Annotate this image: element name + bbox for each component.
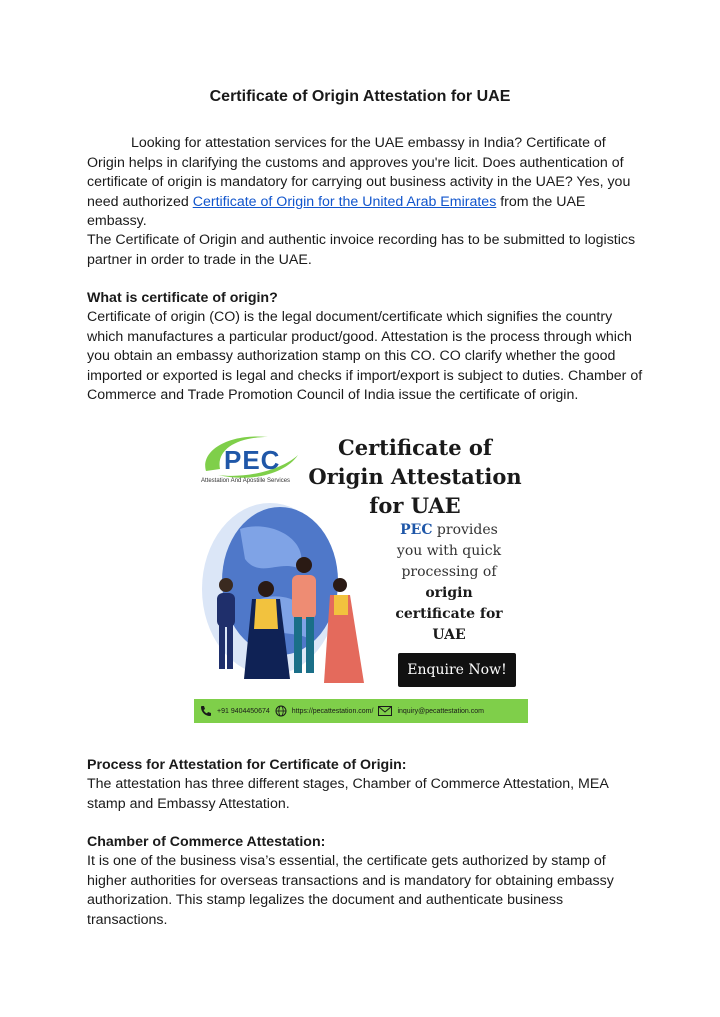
section-heading-chamber: Chamber of Commerce Attestation:	[87, 834, 326, 850]
section-body-what-is: Certificate of origin (CO) is the legal document/certificate which signifies the country which manufactures a particular product/good. Attestation is the process through which you obtain an embassy authorization stamp on this CO. CO clarify whether the good imported or exported is legal and checks if import/export is subject to duties. Chamber of Commerce and Trade Promotion Council of India issue the certificate of origin.	[87, 309, 643, 403]
banner-sub-line-2: you with quick	[396, 543, 502, 559]
contact-email[interactable]: inquiry@pecattestation.com	[397, 707, 484, 715]
globe-icon	[275, 705, 287, 717]
intro-paragraph-2: The Certificate of Origin and authentic invoice recording has to be submitted to logistics partner in order to trade in the UAE.	[87, 232, 636, 268]
logo-tagline: Attestation And Apostille Services	[201, 478, 291, 484]
section-body-chamber: It is one of the business visa’s essential, the certificate gets authorized by stamp of higher authorities for overseas transactions and is mandatory for obtaining embassy authorization. This stamp legalizes the document and authenticate business transactions.	[87, 853, 614, 928]
people-globe-illustration-icon	[200, 489, 380, 699]
banner-sub-line-5: certificate for	[395, 606, 503, 622]
section-body-process: The attestation has three different stages, Chamber of Commerce Attestation, MEA stamp and Embassy Attestation.	[87, 776, 609, 812]
contact-website[interactable]: https://pecattestation.com/	[291, 707, 374, 715]
banner-subtext	[374, 520, 524, 646]
mail-icon	[378, 706, 392, 716]
banner-sub-line-1-rest: provides	[432, 522, 498, 538]
logo-wordmark: PEC	[224, 445, 281, 475]
intro-text: Looking for attestation services for the UAE embassy in India? Certificate of Origin helps in clarifying the customs and approves you're licit. Does authentication of certificate of origin is mandatory for carrying out business activity in the UAE? Yes, you need authorized	[87, 135, 631, 210]
banner-sub-line-6: UAE	[432, 627, 466, 643]
banner-title-line-3: for UAE	[369, 493, 461, 518]
section-heading-process: Process for Attestation for Certificate of Origin:	[87, 757, 407, 773]
enquire-now-button[interactable]	[398, 653, 516, 687]
banner-sub-line-4: origin	[425, 585, 473, 601]
banner-sub-brand: PEC	[400, 522, 433, 538]
promo-banner	[194, 425, 528, 723]
uae-certificate-link[interactable]: Certificate of Origin for the United Arab Emirates	[192, 193, 497, 210]
banner-title-line-1: Certificate of	[338, 435, 492, 460]
banner-sub-line-3: processing of	[401, 564, 497, 580]
section-heading-what-is: What is certificate of origin?	[87, 290, 278, 306]
intro-paragraph	[87, 134, 643, 232]
banner-sub-line-1	[374, 520, 524, 541]
contact-bar	[194, 699, 528, 723]
page-title: Certificate of Origin Attestation for UAE	[209, 88, 511, 105]
contact-phone[interactable]: +91 9404450674	[217, 707, 270, 715]
banner-title-line-2: Origin Attestation	[308, 464, 522, 489]
intro-text-end: from the UAE embassy.	[87, 193, 586, 229]
pec-logo	[198, 431, 306, 483]
phone-icon	[200, 705, 212, 717]
enquire-now-label: Enquire Now!	[407, 662, 507, 678]
